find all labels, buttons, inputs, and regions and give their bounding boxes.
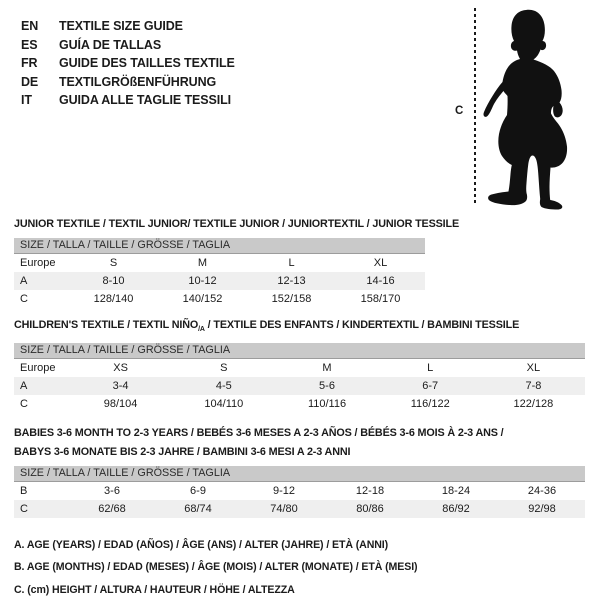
row-label: B bbox=[20, 485, 28, 497]
footnote-age-months: B. AGE (MONTHS) / EDAD (MESES) / ÂGE (MOIS) / ALTER (MONATE) / ETÀ (MESI) bbox=[14, 561, 418, 574]
size-cell: S bbox=[220, 362, 228, 374]
children-title-post: / TEXTILE DES ENFANTS / KINDERTEXTIL / BAMBINI TESSILE bbox=[204, 319, 520, 331]
height-cell: 68/74 bbox=[184, 503, 212, 515]
table-row-height bbox=[14, 290, 425, 308]
height-measure-label: C bbox=[455, 105, 464, 117]
row-label: C bbox=[20, 503, 28, 515]
age-cell: 6-7 bbox=[422, 380, 439, 392]
row-label: Europe bbox=[20, 257, 56, 269]
language-row bbox=[21, 91, 235, 110]
age-cell: 5-6 bbox=[319, 380, 335, 392]
table-row-europe bbox=[14, 359, 585, 377]
height-cell: 86/92 bbox=[442, 503, 470, 515]
language-code: DE bbox=[21, 74, 39, 89]
height-cell: 110/116 bbox=[307, 398, 347, 410]
babies-size-table bbox=[14, 466, 585, 518]
height-cell: 92/98 bbox=[528, 503, 556, 515]
age-cell: 14-16 bbox=[366, 275, 395, 287]
size-cell: XL bbox=[526, 362, 541, 374]
height-cell: 122/128 bbox=[513, 398, 554, 410]
row-label: A bbox=[20, 380, 28, 392]
table-row-height bbox=[14, 500, 585, 518]
guide-title: TEXTILGRÖßENFÜHRUNG bbox=[59, 74, 217, 89]
size-header-bar: SIZE / TALLA / TAILLE / GRÖSSE / TAGLIA bbox=[14, 343, 585, 359]
guide-title: TEXTILE SIZE GUIDE bbox=[59, 19, 183, 33]
row-label: C bbox=[20, 398, 28, 410]
row-label: Europe bbox=[20, 362, 56, 374]
toddler-silhouette bbox=[480, 2, 598, 212]
language-code: IT bbox=[21, 93, 32, 108]
table-row-europe bbox=[14, 254, 425, 272]
legend-footnotes bbox=[14, 534, 418, 601]
junior-table-title: JUNIOR TEXTILE / TEXTIL JUNIOR/ TEXTILE JUNIOR / JUNIORTEXTIL / JUNIOR TESSILE bbox=[14, 218, 460, 230]
size-cell: L bbox=[427, 362, 434, 374]
size-cell: L bbox=[288, 257, 295, 269]
age-cell: 24-36 bbox=[527, 485, 557, 497]
size-header-bar: SIZE / TALLA / TAILLE / GRÖSSE / TAGLIA bbox=[14, 466, 585, 482]
children-size-table bbox=[14, 343, 585, 413]
height-measure-dashed-line bbox=[474, 8, 476, 206]
age-cell: 3-4 bbox=[112, 380, 129, 392]
children-table-title bbox=[14, 316, 519, 339]
babies-title-line1: BABIES 3-6 MONTH TO 2-3 YEARS / BEBÉS 3-6 MESES A 2-3 AÑOS / BÉBÉS 3-6 MOIS À 2-3 ANS / bbox=[14, 427, 504, 439]
height-cell: 140/152 bbox=[182, 293, 223, 305]
children-title-sub: /A bbox=[198, 326, 205, 334]
age-cell: 3-6 bbox=[104, 485, 120, 497]
size-cell: S bbox=[109, 257, 118, 269]
age-cell: 6-9 bbox=[190, 485, 206, 497]
children-title-pre: CHILDREN'S TEXTILE / TEXTIL NIÑO bbox=[14, 319, 199, 331]
language-code: FR bbox=[21, 56, 38, 71]
row-label: A bbox=[20, 275, 28, 287]
language-row bbox=[21, 17, 235, 36]
age-cell: 9-12 bbox=[272, 485, 296, 497]
footnote-height: C. (cm) HEIGHT / ALTURA / HAUTEUR / HÖHE / ALTEZZA bbox=[14, 583, 295, 596]
language-row bbox=[21, 73, 235, 92]
footnote-age-years: A. AGE (YEARS) / EDAD (AÑOS) / ÂGE (ANS) / ALTER (JAHRE) / ETÀ (ANNI) bbox=[14, 539, 389, 551]
language-code: EN bbox=[21, 19, 39, 33]
table-row-age-months bbox=[14, 482, 585, 500]
language-row bbox=[21, 54, 235, 73]
guide-title: GUÍA DE TALLAS bbox=[59, 37, 162, 52]
height-cell: 62/68 bbox=[98, 503, 126, 515]
height-cell: 128/140 bbox=[93, 293, 134, 305]
height-cell: 104/110 bbox=[204, 398, 244, 410]
table-row-height bbox=[14, 395, 585, 413]
size-cell: XS bbox=[113, 362, 128, 374]
height-cell: 98/104 bbox=[103, 398, 138, 410]
height-cell: 116/122 bbox=[410, 398, 450, 410]
language-row bbox=[21, 36, 235, 55]
row-label: C bbox=[20, 293, 28, 305]
table-row-age bbox=[14, 377, 585, 395]
language-title-block bbox=[21, 17, 235, 110]
age-cell: 4-5 bbox=[215, 380, 232, 392]
size-cell: XL bbox=[373, 257, 388, 269]
height-cell: 80/86 bbox=[356, 503, 384, 515]
guide-title: GUIDE DES TAILLES TEXTILE bbox=[59, 56, 235, 71]
age-cell: 12-13 bbox=[277, 275, 306, 287]
age-cell: 10-12 bbox=[188, 275, 217, 287]
height-cell: 74/80 bbox=[270, 503, 298, 515]
height-cell: 158/170 bbox=[360, 293, 401, 305]
height-cell: 152/158 bbox=[271, 293, 312, 305]
language-code: ES bbox=[21, 37, 38, 52]
junior-size-table bbox=[14, 238, 425, 308]
age-cell: 12-18 bbox=[355, 485, 385, 497]
guide-title: GUIDA ALLE TAGLIE TESSILI bbox=[59, 93, 232, 108]
size-cell: M bbox=[197, 257, 208, 269]
size-cell: M bbox=[322, 362, 332, 374]
age-cell: 7-8 bbox=[525, 380, 542, 392]
age-cell: 8-10 bbox=[102, 275, 125, 287]
table-row-age bbox=[14, 272, 425, 290]
babies-title-line2: BABYS 3-6 MONATE BIS 2-3 JAHRE / BAMBINI 3-6 MESI A 2-3 ANNI bbox=[14, 446, 351, 458]
babies-table-title bbox=[14, 424, 504, 462]
age-cell: 18-24 bbox=[441, 485, 471, 497]
size-header-bar: SIZE / TALLA / TAILLE / GRÖSSE / TAGLIA bbox=[14, 238, 425, 254]
